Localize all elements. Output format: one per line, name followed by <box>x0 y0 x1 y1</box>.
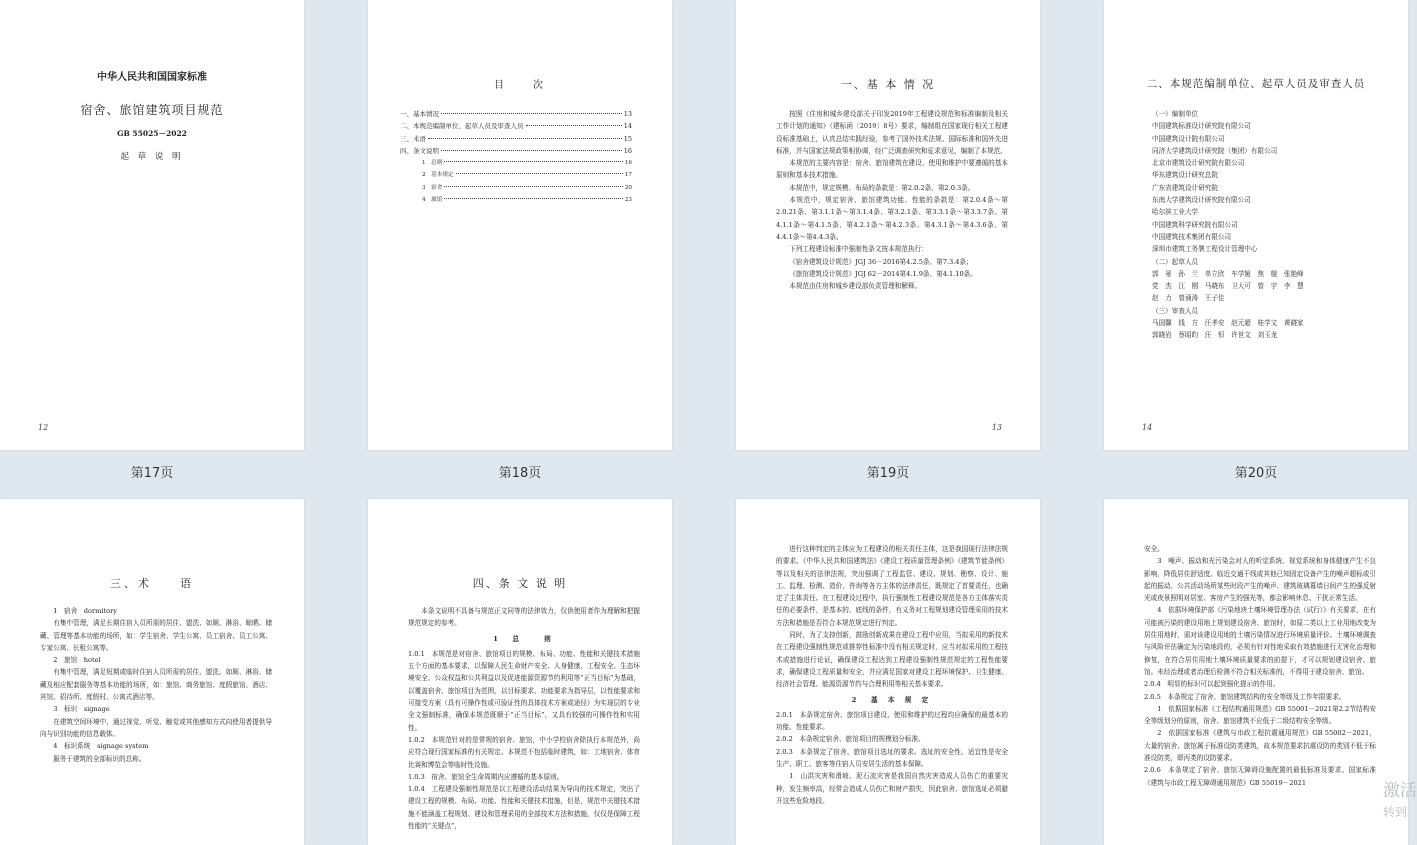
paragraph: 1 山洪灾害和滑坡、泥石流灾害是我国自然灾害造成人员伤亡的重要灾种，发生频率高，经常会造成人员伤亡和财产损失，因此宿舍、旅馆选址必须避开这些危险地段。 <box>776 772 1008 805</box>
document-page[interactable] <box>0 499 304 845</box>
chapter-heading: 2 基 本 规 定 <box>851 695 933 704</box>
toc-dot-leader <box>444 186 623 187</box>
paragraph: 《宿舍建筑设计规范》JGJ 36－2016第4.2.5条、第7.3.4条； <box>789 257 973 266</box>
section-body <box>776 543 1008 807</box>
paragraph: 2.0.2 本条规定宿舍、旅馆项目的规模划分标准。 <box>776 735 925 744</box>
list-line: 中国建筑标准设计研究院有限公司 <box>1152 122 1251 131</box>
paragraph: 安全。 <box>1144 545 1164 553</box>
page-label[interactable]: 第18页 <box>498 466 542 481</box>
cover-subtitle: 起 草 说 明 <box>120 152 184 162</box>
document-page[interactable] <box>736 0 1040 450</box>
activation-watermark: 转到 <box>1383 805 1408 819</box>
paragraph: 本规范的主要内容是：宿舍、旅馆建筑在建设、使用和维护中要遵循的基本原则和基本技术措施。 <box>776 159 1008 180</box>
paragraph: 1 宿舍 dormitory <box>53 607 117 615</box>
section-body <box>1144 543 1376 789</box>
article-paragraph: 1.0.3 宿舍、旅馆全生命周期内应遵循的基本原则。 <box>408 772 564 781</box>
section-heading: 三、术 语 <box>110 577 194 590</box>
chapter-heading: 1 总 则 <box>493 634 555 643</box>
document-page[interactable] <box>368 0 672 450</box>
list-line: 哈尔滨工业大学 <box>1152 208 1199 217</box>
toc-dot-leader <box>456 173 623 174</box>
cover-standard-title: 中华人民共和国国家标准 <box>97 72 207 83</box>
toc-entry-page: 14 <box>623 122 632 131</box>
toc-entry[interactable] <box>400 133 632 145</box>
toc-dot-leader <box>441 150 622 151</box>
list-line: （一）编制单位 <box>1152 110 1199 118</box>
page-label[interactable]: 第19页 <box>866 466 910 481</box>
list-line: 党 杰 江 刚 马晓东 卫大可 曾 宇 李 慧 <box>1152 282 1304 291</box>
document-page[interactable] <box>0 0 304 450</box>
page-number: 14 <box>1142 423 1153 432</box>
section-heading: 四、条 文 说 明 <box>472 577 568 590</box>
list-line: 广东省建筑设计研究院 <box>1152 183 1218 192</box>
toc-entry[interactable] <box>400 120 632 132</box>
paragraph: 进行这种判定的主体应为工程建设的相关责任主体，这是我国现行法律法规的要求。《中华人民共和国建筑法》《建设工程质量管理条例》《建筑节能条例》等以及相关的法律法规，突出强调了工程监管、建设、规划、勘察、设计、施工、监理、检测、造价、咨询等各方主体的法律责任，既规定了首要责任，也确定了主体责任。在工程建设过程中，执行强制性工程建设规范是各方主体落实责任的必要条件，是基本的、底线的条件，有义务对工程规划建设管理采用的技术方法和措施是否符合本规范规定进行判定。 <box>776 545 1008 627</box>
paragraph: 2 依据国家标准《建筑与市政工程抗震通用规范》GB 55002－2021，大量的宿舍、旅馆属于标准设防类建筑，故本规范要求抗震设防的类别不低于标准设防类，即丙类的设防要求。 <box>1144 729 1376 763</box>
paragraph: 1 依据国家标准《工程结构通用规范》GB 55001－2021第2.2节结构安全等级划分的原则，宿舍、旅馆建筑不应低于二级结构安全等级。 <box>1144 704 1376 726</box>
toc-entry-title: 1 总则 <box>422 160 443 167</box>
toc-entry[interactable] <box>400 182 632 194</box>
page-label[interactable]: 第20页 <box>1234 466 1278 481</box>
article-paragraph: 1.0.4 工程建设强制性规范是以工程建设活动结果为导向的技术规定，突出了建设工程的规模、布局、功能、性能和关键技术措施，但是，规范中关键技术措施不能涵盖工程规划、建设和管理采用的全部技术方法和措施，仅仅是保障工程性能的“关键点”， <box>408 785 640 831</box>
paragraph: 本规范由住房和城乡建设部负责管理和解释。 <box>789 282 922 291</box>
toc-heading: 目 次 <box>494 80 546 91</box>
section-body <box>776 108 1008 292</box>
list-line: 郭晓岩 蔡昭昀 汪 恒 许世文 刘玉龙 <box>1152 331 1278 340</box>
section-body <box>40 605 272 765</box>
intro-paragraph: 本条文说明不具备与规范正文同等的法律效力，仅供使用者作为理解和把握规范规定的参考。 <box>408 607 640 628</box>
paragraph: 《旅馆建筑设计规范》JGJ 62－2014第4.1.9条、第4.1.10条。 <box>789 269 977 278</box>
toc-entry-title: 三、术语 <box>400 134 426 143</box>
list-line: 中国建筑技术集团有限公司 <box>1152 232 1232 241</box>
page-number: 13 <box>991 423 1002 432</box>
list-line: 郭 景 孙 兰 单立欣 车学娅 焦 舰 张艳峰 <box>1152 269 1304 278</box>
cover-standard-code: GB 55025－2022 <box>117 129 187 138</box>
section-heading: 二、本规范编制单位、起草人员及审查人员 <box>1146 78 1366 90</box>
toc-dot-leader <box>444 161 623 162</box>
list-line: （三）审查人员 <box>1152 306 1199 315</box>
list-line: 同济大学建筑设计研究院（集团）有限公司 <box>1152 146 1278 155</box>
paragraph: 3 噪声、振动和光污染会对人的听觉系统、视觉系统和身体健康产生不良影响，降低居住舒适度。临近交通干线或其他已知固定设备产生的噪声超标或引起的振动、公共活动场所某些时段产生的噪声、建筑玻璃幕墙日间产生的强反射光或夜景照明对居室、客房产生的强光等，都会影响休息、干扰正常生活。 <box>1144 557 1376 603</box>
list-line: 赵 力 曾涌涛 王子佳 <box>1152 294 1225 303</box>
article-paragraph: 1.0.1 本规范是对宿舍、旅馆项目的规模、布局、功能、性能和关键技术措施五个方面的基本要求，以保障人民生命财产安全、人身健康、工程安全、生态环境安全、公众权益和公共利益以及促进能源资源节约利用等“正当目标”为基础，以覆盖宿舍、旅馆项目为范围，以目标要求、功能要求为指导层，以性能要求和可接受方案（具有可操作性或可验证性的具体技术方案或途径）为实现层的专业全文强制标准，确保本规范既顺于“正当目标”，又具有较强的可操作性和实用性。 <box>408 649 640 732</box>
list-line: 北京市建筑设计研究院有限公司 <box>1152 159 1245 168</box>
toc-entry[interactable] <box>400 169 632 181</box>
paragraph: 2.0.1 本条规定宿舍、旅馆项目建设、使用和维护的过程均应确保的最基本的功能、性能要求。 <box>776 710 1008 732</box>
toc-entry[interactable] <box>400 194 632 206</box>
toc-entry-page: 15 <box>623 134 632 143</box>
document-page[interactable] <box>368 499 672 845</box>
cover-title: 宿舍、旅馆建筑项目规范 <box>80 103 224 117</box>
paragraph: 下列工程建设标准中强制性条文按本规范执行： <box>789 245 928 254</box>
toc-entry[interactable] <box>400 108 632 120</box>
paragraph: 4 依据环境保护部《污染地块土壤环境管理办法（试行）》有关要求，在有可能被污染的建设用地上规划建设宿舍、旅馆时，如原二类以上工业用地改变为居住用地时，需对该建设用地的土壤污染情况进行环境质量评价。土壤环境调查与风险评估确定为污染地段的，必须有针对性地采取有效措施进行无害化治理和修复，在符合居住用地土壤环境质量要求的前提下，才可以规划建设宿舍、旅馆。未经治理或者治理后检测不符合相关标准的，不得用于建设宿舍、旅馆。 <box>1144 606 1376 676</box>
list-line: （二）起草人员 <box>1152 257 1199 266</box>
paragraph: 本规范中，规定规模、布局的条款是：第2.0.2条、第2.0.3条。 <box>789 183 975 192</box>
toc-entry[interactable] <box>400 157 632 169</box>
paragraph: 在建筑空间环境中，通过视觉、听觉、触觉或其他感知方式向使用者提供导向与识别功能的信息载体。 <box>40 717 272 738</box>
paragraph: 2.0.4 明显的标识可以起到强化提示的作用。 <box>1144 680 1280 689</box>
toc-entry-title: 4 旅馆 <box>422 197 443 204</box>
toc-entry-title: 一、基本情况 <box>400 110 439 118</box>
paragraph: 2.0.3 本条规定了宿舍、旅馆项目选址的要求。选址的安全性、适宜性是安全生产、职工、旅客等住宿人员安居生活的基本保障。 <box>776 747 1008 769</box>
toc-dot-leader <box>441 113 622 114</box>
paragraph: 3 标识 signage <box>53 705 110 714</box>
paragraph: 本规范中，规定宿舍、旅馆建筑功能、性能的条款是：第2.0.4条～第2.0.21条、第3.1.1条～第3.1.4条、第3.2.1条、第3.3.1条～第3.3.7条、第4.1.1条～第4.1.5条、第4.2.1条～第4.2.3条、第4.3.1条～第4.3.6条、第4.4.1条～第4.4.3条。 <box>776 196 1008 241</box>
list-line: 中国建筑设计院有限公司 <box>1152 134 1225 143</box>
page-number: 12 <box>38 423 49 432</box>
toc-entry-title: 四、条文说明 <box>400 146 439 155</box>
table-of-contents <box>400 108 632 206</box>
section-body <box>408 605 640 832</box>
toc-entry-title: 3 宿舍 <box>422 184 443 191</box>
toc-dot-leader <box>444 198 623 199</box>
page-label[interactable]: 第17页 <box>130 466 174 481</box>
toc-entry-title: 2 基本规定 <box>422 172 454 179</box>
toc-entry[interactable] <box>400 145 632 157</box>
toc-entry-title: 二、本规范编制单位、起草人员及审查人员 <box>400 122 524 131</box>
toc-dot-leader <box>526 125 622 126</box>
paragraph: 按照《住房和城乡建设部关于印发2019年工程建设规范和标准编制及相关工作计划的通知》（建标函〔2019〕8号）要求，编制组在国家现行相关工程建设标准基础上，认真总结实践经验，参考了国外技术法规、国际标准和国外先进标准，并与国家法规政策相协调，经广泛调查研究和征求意见，编制了本规范。 <box>776 110 1008 155</box>
article-paragraph: 1.0.2 本规范针对的是常规的宿舍、旅馆，中小学校宿舍除执行本规范外，尚应符合现行国家标准的有关规定。本规范不包括临时建筑，如：工地宿舍、体育比赛和博览会等临时性设施。 <box>408 735 640 769</box>
paragraph: 2.0.5 本条规定了宿舍、旅馆建筑结构的安全等级及工作年限要求。 <box>1144 692 1346 701</box>
list-line: 马国馨 钱 方 汪孝安 赵元超 桂学文 黄晓家 <box>1152 319 1304 328</box>
list-line: 中国建筑科学研究院有限公司 <box>1152 220 1238 229</box>
section-heading: 一、基 本 情 况 <box>840 78 936 91</box>
paragraph: 2.0.6 本条规定了宿舍、旅馆无障碍设施配置的最低标准及要求。国家标准《建筑与市政工程无障碍通用规范》GB 55019－2021 <box>1144 766 1376 787</box>
activation-watermark: 激活 <box>1383 781 1417 801</box>
document-page[interactable] <box>1104 0 1408 450</box>
paragraph: 4 标识系统 signage system <box>53 742 149 751</box>
toc-entry-page: 20 <box>624 184 632 191</box>
document-page[interactable] <box>736 499 1040 845</box>
paragraph: 2 旅馆 hotel <box>53 656 101 665</box>
paragraph: 同时，为了支持创新，鼓励创新成果在建设工程中应用，当拟采用的新技术在工程建设强制性规范或推荐性标准中没有相关规定时，应当对拟采用的工程技术或措施进行论证，确保建设工程达到工程建设强制性规范规定的工程性能要求，确保建设工程质量和安全，并应满足国家对建设工程环境保护、卫生健康、经济社会管理、能源资源节约与合理利用等相关基本要求。 <box>776 631 1008 689</box>
toc-entry-page: 23 <box>624 197 632 204</box>
list-line: 华东建筑设计研究总院 <box>1152 171 1218 180</box>
toc-entry-page: 16 <box>624 160 632 167</box>
toc-entry-page: 13 <box>623 110 632 118</box>
toc-entry-page: 17 <box>624 172 632 179</box>
list-line: 深圳市建筑工务署工程设计管理中心 <box>1152 245 1258 254</box>
list-line: 东南大学建筑设计研究院有限公司 <box>1152 196 1251 205</box>
paragraph: 服务于建筑的全部标识的总称。 <box>53 754 146 763</box>
paragraph: 有集中管理，满足短期或临时住宿人员所需的居住、盥洗、如厕、淋浴、储藏及相应配套服务等基本功能的场所，如：旅馆、商务旅馆、度假旅馆、酒店、宾馆、招待所、度假村、公寓式酒店等。 <box>40 668 272 702</box>
paragraph: 有集中管理，满足长期住宿人员所需的居住、盥洗、如厕、淋浴、晾晒、储藏、管理等基本功能的场所，如：学生宿舍、学生公寓、员工宿舍、员工公寓、专家公寓、长租公寓等。 <box>40 619 272 652</box>
toc-entry-page: 16 <box>623 146 632 155</box>
toc-dot-leader <box>428 138 622 139</box>
section-body <box>1152 108 1378 342</box>
document-page[interactable] <box>1104 499 1408 845</box>
